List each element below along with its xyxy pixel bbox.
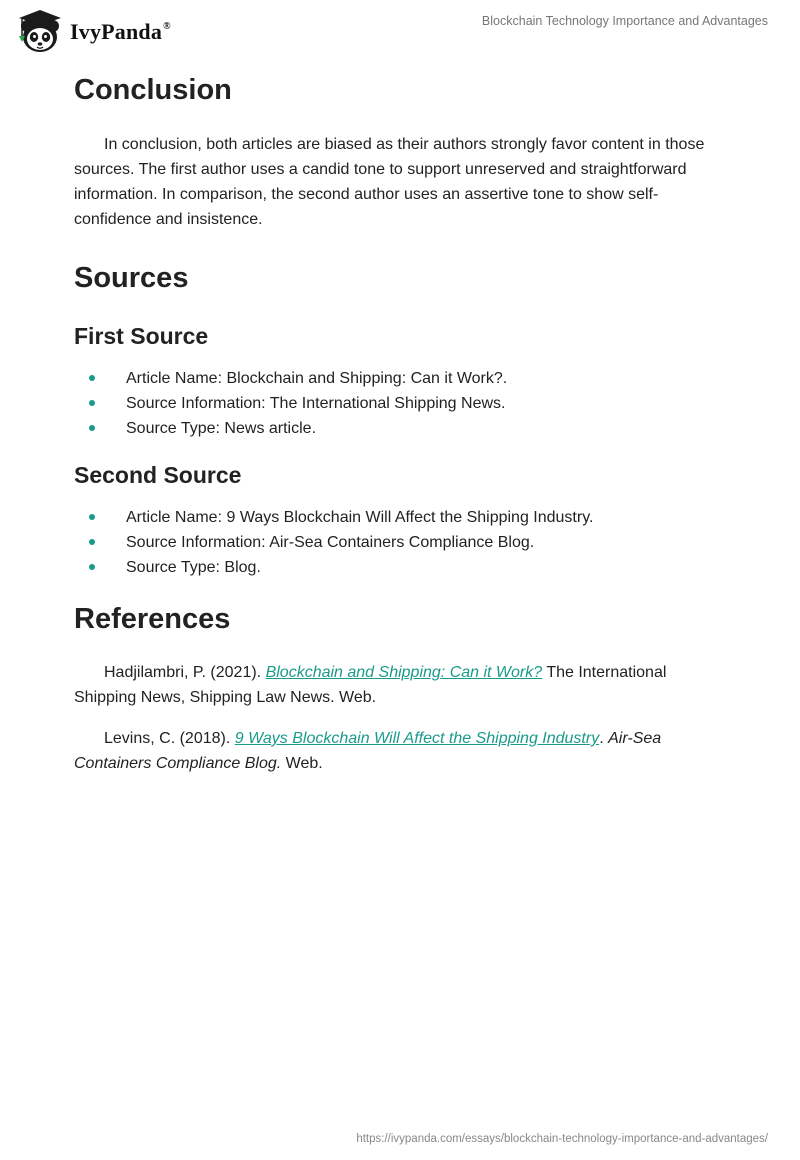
second-source-heading: Second Source <box>74 462 242 488</box>
footer-url[interactable]: https://ivypanda.com/essays/blockchain-technology-importance-and-advantages/ <box>356 1133 768 1145</box>
list-item: Article Name: Blockchain and Shipping: Can it Work?. <box>74 366 724 391</box>
page-header <box>0 0 800 60</box>
reference-author-date: Hadjilambri, P. (2021). <box>104 664 266 681</box>
first-source-heading: First Source <box>74 323 209 349</box>
brand-name <box>70 19 171 45</box>
list-item: Article Name: 9 Ways Blockchain Will Affect the Shipping Industry. <box>74 505 724 530</box>
list-item: Source Information: Air-Sea Containers Compliance Blog. <box>74 530 724 555</box>
first-source-list <box>74 366 724 441</box>
conclusion-paragraph: In conclusion, both articles are biased as their authors strongly favor content in those sources. The first author uses a candid tone to support unreserved and straightforward information. In comparison, the second author uses an assertive tone to show self-confidence and insistence. <box>74 136 705 228</box>
panda-graduate-icon <box>14 9 66 55</box>
sources-heading: Sources <box>74 262 189 294</box>
reference-entry <box>74 660 724 710</box>
brand-registered-mark: ® <box>163 21 171 32</box>
reference-separator: . <box>599 730 609 747</box>
list-item: Source Type: Blog. <box>74 555 724 580</box>
list-item: Source Information: The International Shipping News. <box>74 391 724 416</box>
brand-logo[interactable] <box>14 9 171 55</box>
brand-name-text: IvyPanda <box>70 19 163 44</box>
conclusion-heading: Conclusion <box>74 74 232 106</box>
reference-tail: Web. <box>281 755 323 772</box>
reference-publisher-italic: Air-Sea Containers Compliance Blog. <box>74 730 662 772</box>
references-heading: References <box>74 603 231 635</box>
reference-author-date: Levins, C. (2018). <box>104 730 235 747</box>
essay-content <box>74 70 724 776</box>
reference-link[interactable]: Blockchain and Shipping: Can it Work? <box>265 664 543 681</box>
second-source-list <box>74 505 724 580</box>
list-item: Source Type: News article. <box>74 416 724 441</box>
reference-publisher: The International Shipping News, Shipping Law News. Web. <box>74 664 667 706</box>
running-title: Blockchain Technology Importance and Advantages <box>481 14 768 28</box>
reference-entry <box>74 726 724 776</box>
reference-link[interactable]: 9 Ways Blockchain Will Affect the Shipping Industry <box>234 730 600 747</box>
